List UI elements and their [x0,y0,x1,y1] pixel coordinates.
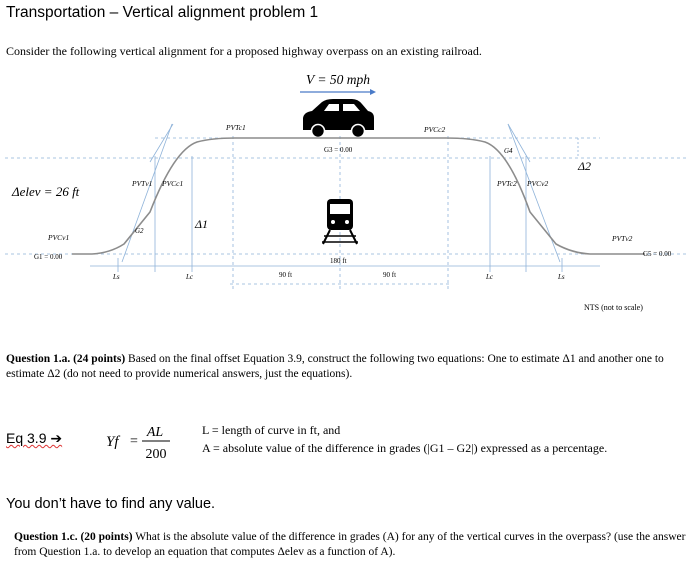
g1-label: G1 = 0.00 [34,253,63,261]
definition-l: L = length of curve in ft, and [202,423,341,437]
equals-sign: = [130,434,138,449]
car-icon [303,99,374,138]
pvc-v2-label: PVCv2 [527,179,549,188]
nts-label: NTS (not to scale) [584,303,643,312]
question-1a-text: Based on the final offset Equation 3.9, construct the following two equations: One to estimate Δ1 and another one to estimate Δ2 (do not need to provide numerical answers, just the equations). [6,353,664,380]
speed-arrow-icon [300,89,376,95]
equation-reference [6,430,62,447]
pvc-v1-label: PVCv1 [48,233,70,242]
definition-a: A = absolute value of the difference in grades (|G1 – G2|) expressed as a percentage. [202,441,608,455]
question-1a [6,352,681,382]
question-1a-label: Question 1.a. (24 points) [6,353,126,365]
equation-numerator: AL [146,425,164,440]
intro-text: Consider the following vertical alignment for a proposed highway overpass on an existing railroad. [6,44,482,58]
g4-label: G4 [504,147,513,155]
alignment-curve [72,138,645,254]
question-1c-text: What is the absolute value of the difference in grades (A) for any of the vertical curves in the overpass? (use the answer from Question 1.a. to develop an equation that computes Δelev as a function of A). [14,531,686,558]
equation-denominator: 200 [145,447,167,462]
ls-right-label: Ls [558,273,565,281]
equation-formula [100,414,180,466]
distance-180-label: 180 ft [330,257,347,265]
pvt-v2-label: PVTv2 [612,234,633,243]
vertical-alignment-diagram [0,60,691,320]
delta-elev-label: Δelev = 26 ft [12,184,80,199]
page-title: Transportation – Vertical alignment problem 1 [6,4,319,21]
question-1c-label: Question 1.c. (20 points) [14,531,133,543]
g3-label: G3 = 0.00 [324,146,353,154]
pvt-v1-label: PVTv1 [132,179,153,188]
delta-2-label: Δ2 [578,159,592,173]
pvc-c1-label: PVCc1 [162,179,184,188]
pvc-c2-label: PVCc2 [424,125,446,134]
question-1c [14,530,686,560]
delta-1-label: Δ1 [195,217,209,231]
pvt-c2-label: PVTc2 [497,179,517,188]
lc-left-label: Lc [186,273,193,281]
lc-right-label: Lc [486,273,493,281]
g2-label: G2 [135,227,144,235]
note-text: You don’t have to find any value. [6,496,216,512]
pvt-c1-label: PVTc1 [226,123,246,132]
speed-label: V = 50 mph [306,72,370,87]
g5-label: G5 = 0.00 [643,250,672,258]
equation-ref-label: Eq 3.9 ➔ [6,430,63,446]
ls-left-label: Ls [113,273,120,281]
equation-definitions [202,421,607,457]
distance-90-left-label: 90 ft [279,271,293,279]
train-icon [322,199,358,244]
equation-lhs: Yf [106,434,119,450]
distance-90-right-label: 90 ft [383,271,397,279]
